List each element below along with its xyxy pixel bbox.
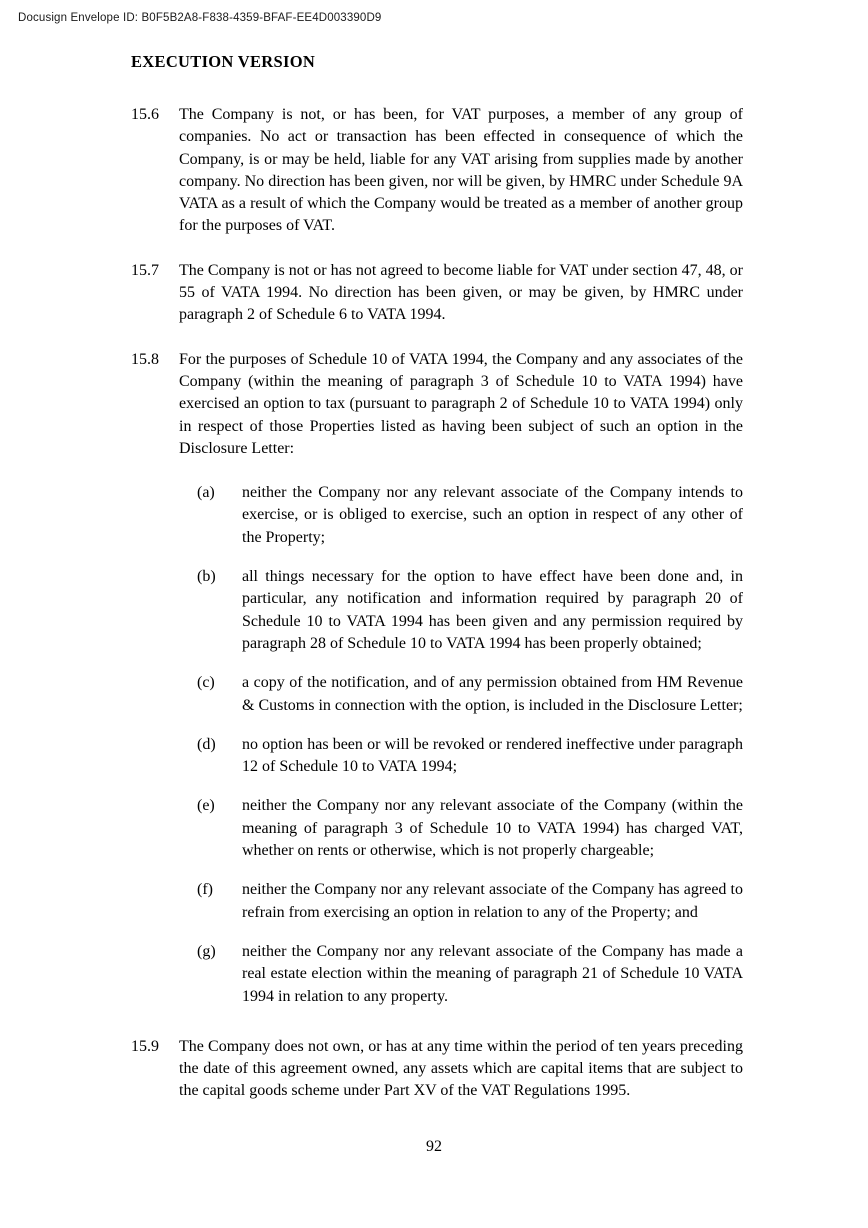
list-item-text: a copy of the notification, and of any permission obtained from HM Revenue & Customs in connection with the option, is included in the Disclosure Letter;: [242, 674, 743, 714]
list-item-text: neither the Company nor any relevant associate of the Company has made a real estate election within the meaning of paragraph 21 of Schedule 10 VATA 1994 in relation to any property.: [242, 942, 743, 1005]
clause-text: For the purposes of Schedule 10 of VATA 1994, the Company and any associates of the Company (within the meaning of paragraph 3 of Schedule 10 to VATA 1994) have exercised an option to tax (pursuant to paragraph 2 of Schedule 10 to VATA 1994) only in respect of those Properties listed as having been subject of such an option in the Disclosure Letter:: [179, 350, 743, 457]
clause-15-8: [131, 349, 743, 460]
list-item-text: neither the Company nor any relevant associate of the Company intends to exercise, or is obliged to exercise, such an option in respect of any other of the Property;: [242, 484, 743, 546]
list-item: [131, 566, 743, 655]
list-item-text: no option has been or will be revoked or rendered ineffective under paragraph 12 of Schedule 10 to VATA 1994;: [242, 735, 743, 776]
list-item-label: (d): [197, 735, 216, 753]
list-item-label: (f): [197, 881, 213, 899]
list-item: [131, 795, 743, 862]
clause-number: 15.6: [131, 106, 159, 123]
clause-number: 15.9: [131, 1037, 159, 1055]
clause-15-9: [131, 1036, 743, 1103]
clause-text: The Company is not or has not agreed to become liable for VAT under section 47, 48, or 55 of VATA 1994. No direction has been given, or may be given, by HMRC under paragraph 2 of Schedule 6 to VATA 1994.: [179, 261, 743, 324]
list-item-label: (e): [197, 797, 215, 815]
list-item: [131, 734, 743, 779]
clause-15-7: [131, 260, 743, 327]
list-item-label: (b): [197, 568, 216, 586]
list-item-text: all things necessary for the option to have effect have been done and, in particular, any notification and information required by paragraph 20 of Schedule 10 to VATA 1994 has been given and any permission required by paragraph 28 of Schedule 10 to VATA 1994 has been properly obtained;: [242, 568, 743, 652]
execution-version-header: EXECUTION VERSION: [131, 52, 316, 71]
list-item-label: (c): [197, 674, 215, 692]
page-number: 92: [426, 1138, 442, 1155]
list-item: [131, 941, 743, 1008]
list-item-text: neither the Company nor any relevant associate of the Company (within the meaning of paragraph 3 of Schedule 10 to VATA 1994) has charged VAT, whether on rents or otherwise, which is not properly chargeable;: [242, 797, 743, 860]
docusign-envelope-id: Docusign Envelope ID: B0F5B2A8-F838-4359-BFAF-EE4D003390D9: [18, 12, 382, 24]
document-content: [131, 52, 743, 1125]
list-item: [131, 482, 743, 549]
clause-text: The Company does not own, or has at any time within the period of ten years preceding the date of this agreement owned, any assets which are capital items that are subject to the capital goods scheme under Part XV of the VAT Regulations 1995.: [179, 1037, 743, 1100]
list-item-label: (a): [197, 484, 215, 502]
list-item: [131, 879, 743, 924]
list-item-label: (g): [197, 942, 216, 960]
list-item: [131, 672, 743, 717]
clause-number: 15.8: [131, 350, 159, 368]
list-item-text: neither the Company nor any relevant associate of the Company has agreed to refrain from exercising an option in relation to any of the Property; and: [242, 881, 743, 921]
clause-15-6: [131, 104, 743, 238]
clause-number: 15.7: [131, 261, 159, 279]
clause-15-8-subitems: [131, 482, 743, 1008]
clause-text: The Company is not, or has been, for VAT purposes, a member of any group of companies. No act or transaction has been effected in consequence of which the Company, is or may be held, liable for any VAT arising from supplies made by another company. No direction has been given, nor will be given, by HMRC under Schedule 9A VATA as a result of which the Company would be treated as a member of another group for the purposes of VAT.: [179, 106, 743, 235]
